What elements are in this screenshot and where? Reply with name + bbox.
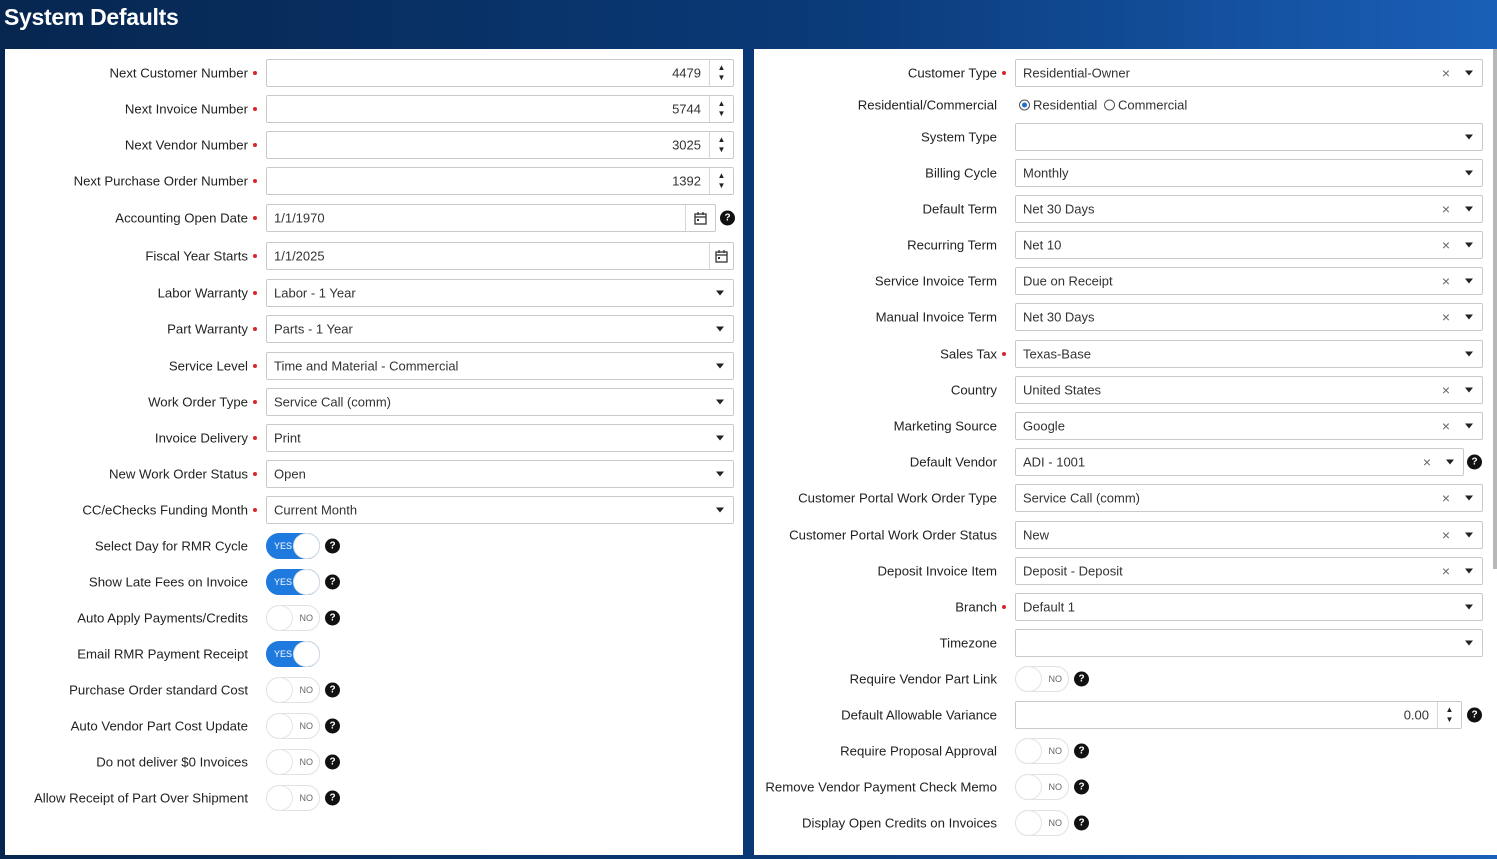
email-rmr-receipt-toggle[interactable] — [266, 641, 320, 667]
number-spinner[interactable] — [709, 168, 733, 194]
left-panel — [5, 49, 743, 855]
help-icon[interactable]: ? — [325, 755, 340, 770]
service-invoice-term-row — [754, 267, 1497, 295]
field-label: Timezone — [939, 635, 997, 651]
field-label: Labor Warranty — [157, 285, 248, 301]
toggle-knob — [267, 678, 292, 702]
help-icon[interactable]: ? — [325, 791, 340, 806]
new-work-order-status-row — [5, 460, 743, 488]
chevron-down-icon[interactable] — [716, 291, 724, 296]
toggle-state: NO — [1048, 674, 1062, 684]
field-value: New — [1023, 527, 1050, 543]
spin-down-icon[interactable]: ▼ — [717, 145, 726, 154]
portal-wo-status-select[interactable] — [1015, 521, 1483, 549]
field-value: ADI - 1001 — [1023, 454, 1086, 470]
calendar-button[interactable] — [685, 205, 715, 231]
display-open-credits-row — [754, 809, 1497, 837]
field-value: Residential-Owner — [1023, 65, 1130, 81]
timezone-row — [754, 629, 1497, 657]
system-type-row — [754, 123, 1497, 151]
default-vendor-select[interactable] — [1015, 448, 1464, 476]
accounting-open-date-row — [5, 204, 743, 232]
next-invoice-number-row — [5, 95, 743, 123]
next-po-number-input[interactable] — [266, 167, 734, 195]
email-rmr-receipt-row — [5, 640, 743, 668]
radio-label: Residential — [1033, 97, 1098, 113]
toggle-state: NO — [1048, 746, 1062, 756]
new-work-order-status-select[interactable] — [266, 460, 734, 488]
spin-up-icon[interactable]: ▲ — [717, 63, 726, 72]
toggle-knob — [294, 570, 319, 594]
help-icon[interactable]: ? — [1074, 780, 1089, 795]
required-indicator — [253, 472, 257, 476]
toggle-knob — [267, 786, 292, 810]
spin-down-icon[interactable]: ▼ — [717, 181, 726, 190]
field-value: Open — [274, 466, 306, 482]
required-indicator — [253, 508, 257, 512]
field-label: Next Invoice Number — [124, 101, 248, 117]
field-value: Net 30 Days — [1023, 201, 1095, 217]
toggle-knob — [267, 606, 292, 630]
customer-type-row — [754, 59, 1497, 87]
field-label: Manual Invoice Term — [875, 309, 997, 325]
select-day-rmr-row — [5, 532, 743, 560]
field-value: Labor - 1 Year — [274, 285, 356, 301]
field-value: Parts - 1 Year — [274, 321, 353, 337]
toggle-state: YES — [274, 649, 293, 659]
no-deliver-zero-toggle[interactable] — [266, 749, 320, 775]
next-po-number-row — [5, 167, 743, 195]
chevron-down-icon[interactable] — [1465, 533, 1473, 538]
spin-up-icon[interactable]: ▲ — [717, 99, 726, 108]
field-value: 1392 — [672, 173, 701, 189]
po-standard-cost-toggle[interactable] — [266, 677, 320, 703]
invoice-delivery-select[interactable] — [266, 424, 734, 452]
spin-down-icon[interactable]: ▼ — [717, 109, 726, 118]
field-value: Texas-Base — [1023, 346, 1091, 362]
field-label: Next Vendor Number — [124, 137, 248, 153]
toggle-state: NO — [299, 793, 313, 803]
toggle-knob — [267, 750, 292, 774]
chevron-down-icon[interactable] — [1465, 171, 1473, 176]
toggle-state: NO — [1048, 782, 1062, 792]
chevron-down-icon[interactable] — [716, 472, 724, 477]
field-label: Next Customer Number — [109, 65, 248, 81]
remove-vendor-memo-row — [754, 773, 1497, 801]
field-label: Deposit Invoice Item — [877, 563, 997, 579]
part-warranty-row — [5, 315, 743, 343]
field-label: Next Purchase Order Number — [73, 173, 248, 189]
next-vendor-number-input[interactable] — [266, 131, 734, 159]
recurring-term-select[interactable] — [1015, 231, 1483, 259]
field-value: 3025 — [672, 137, 701, 153]
field-label: Auto Apply Payments/Credits — [77, 610, 248, 626]
field-value: Service Call (comm) — [1023, 490, 1141, 506]
help-icon[interactable]: ? — [1074, 672, 1089, 687]
toggle-knob — [1016, 667, 1041, 691]
field-label: Allow Receipt of Part Over Shipment — [33, 790, 248, 806]
field-label: System Type — [921, 129, 997, 145]
allow-over-shipment-row — [5, 784, 743, 812]
service-level-select[interactable] — [266, 352, 734, 380]
field-label: Auto Vendor Part Cost Update — [70, 718, 248, 734]
field-label: Default Allowable Variance — [841, 707, 997, 723]
right-panel — [754, 49, 1497, 855]
select-day-rmr-toggle[interactable] — [266, 533, 320, 559]
chevron-down-icon[interactable] — [716, 400, 724, 405]
field-label: Default Vendor — [909, 454, 997, 470]
customer-type-select[interactable] — [1015, 59, 1483, 87]
clear-icon[interactable]: × — [1441, 273, 1450, 289]
field-label: Purchase Order standard Cost — [69, 682, 248, 698]
toggle-knob — [1016, 775, 1041, 799]
chevron-down-icon[interactable] — [1465, 352, 1473, 357]
title-bar — [0, 0, 1497, 48]
display-open-credits-toggle[interactable] — [1015, 810, 1069, 836]
commercial-radio[interactable] — [1104, 100, 1115, 111]
number-spinner[interactable] — [709, 96, 733, 122]
field-label: Billing Cycle — [925, 165, 997, 181]
field-value: Net 30 Days — [1023, 309, 1095, 325]
required-indicator — [253, 143, 257, 147]
require-proposal-approval-toggle[interactable] — [1015, 738, 1069, 764]
default-vendor-row — [754, 448, 1497, 476]
default-term-select[interactable] — [1015, 195, 1483, 223]
require-proposal-approval-row — [754, 737, 1497, 765]
calendar-button[interactable] — [709, 243, 733, 269]
required-indicator — [253, 436, 257, 440]
manual-invoice-term-row — [754, 303, 1497, 331]
require-vendor-part-link-toggle[interactable] — [1015, 666, 1069, 692]
no-deliver-zero-row — [5, 748, 743, 776]
required-indicator — [253, 216, 257, 220]
allow-over-shipment-toggle[interactable] — [266, 785, 320, 811]
field-label: Recurring Term — [907, 237, 997, 253]
field-label: Customer Type — [907, 65, 997, 81]
labor-warranty-row — [5, 279, 743, 307]
number-spinner[interactable] — [709, 132, 733, 158]
required-indicator — [253, 107, 257, 111]
number-spinner[interactable] — [1437, 702, 1461, 728]
help-icon[interactable]: ? — [720, 211, 735, 226]
field-value: 1/1/2025 — [274, 248, 325, 264]
invoice-delivery-row — [5, 424, 743, 452]
field-label: Customer Portal Work Order Type — [798, 490, 997, 506]
work-order-type-select[interactable] — [266, 388, 734, 416]
field-label: Invoice Delivery — [154, 430, 248, 446]
cc-funding-month-select[interactable] — [266, 496, 734, 524]
field-label: Require Proposal Approval — [840, 743, 997, 759]
required-indicator — [1002, 71, 1006, 75]
required-indicator — [253, 71, 257, 75]
clear-icon[interactable]: × — [1441, 527, 1450, 543]
chevron-down-icon[interactable] — [716, 436, 724, 441]
field-label: Residential/Commercial — [857, 97, 997, 113]
required-indicator — [1002, 605, 1006, 609]
number-spinner[interactable] — [709, 60, 733, 86]
show-late-fees-row — [5, 568, 743, 596]
field-value: Current Month — [274, 502, 358, 518]
help-icon[interactable]: ? — [1467, 455, 1482, 470]
clear-icon[interactable]: × — [1422, 454, 1431, 470]
chevron-down-icon[interactable] — [1465, 424, 1473, 429]
res-comm-row — [754, 91, 1497, 119]
auto-apply-payments-toggle[interactable] — [266, 605, 320, 631]
help-icon[interactable]: ? — [325, 611, 340, 626]
field-label: Branch — [955, 599, 997, 615]
field-value: 1/1/1970 — [274, 210, 325, 226]
field-value: Default 1 — [1023, 599, 1076, 615]
help-icon[interactable]: ? — [325, 683, 340, 698]
default-allowable-variance-row — [754, 701, 1497, 729]
radio-label: Commercial — [1117, 97, 1188, 113]
field-label: Fiscal Year Starts — [145, 248, 248, 264]
page-title: System Defaults — [4, 4, 179, 30]
billing-cycle-row — [754, 159, 1497, 187]
deposit-invoice-item-row — [754, 557, 1497, 585]
auto-apply-payments-row — [5, 604, 743, 632]
accounting-open-date-input[interactable] — [266, 204, 716, 232]
field-label: Work Order Type — [148, 394, 248, 410]
clear-icon[interactable]: × — [1441, 418, 1450, 434]
field-value: Print — [274, 430, 301, 446]
calendar-icon — [715, 250, 728, 263]
manual-invoice-term-select[interactable] — [1015, 303, 1483, 331]
chevron-down-icon[interactable] — [1465, 207, 1473, 212]
branch-row — [754, 593, 1497, 621]
field-value: 4479 — [672, 65, 701, 81]
field-value: Monthly — [1023, 165, 1069, 181]
toggle-state: NO — [1048, 818, 1062, 828]
help-icon[interactable]: ? — [325, 719, 340, 734]
field-label: New Work Order Status — [109, 466, 248, 482]
field-label: Customer Portal Work Order Status — [789, 527, 997, 543]
recurring-term-row — [754, 231, 1497, 259]
field-label: Part Warranty — [167, 321, 248, 337]
field-label: Require Vendor Part Link — [849, 671, 997, 687]
clear-icon[interactable]: × — [1441, 65, 1450, 81]
clear-icon[interactable]: × — [1441, 237, 1450, 253]
chevron-down-icon[interactable] — [1465, 315, 1473, 320]
toggle-state: NO — [299, 685, 313, 695]
toggle-state: YES — [274, 577, 293, 587]
required-indicator — [1002, 352, 1006, 356]
chevron-down-icon[interactable] — [1465, 135, 1473, 140]
sales-tax-row — [754, 340, 1497, 368]
field-label: Email RMR Payment Receipt — [77, 646, 248, 662]
part-warranty-select[interactable] — [266, 315, 734, 343]
chevron-down-icon[interactable] — [1465, 71, 1473, 76]
require-vendor-part-link-row — [754, 665, 1497, 693]
fiscal-year-starts-row — [5, 242, 743, 270]
required-indicator — [253, 364, 257, 368]
field-label: Do not deliver $0 Invoices — [96, 754, 248, 770]
field-value: 0.00 — [1403, 707, 1429, 723]
chevron-down-icon[interactable] — [1465, 388, 1473, 393]
vertical-scrollbar[interactable] — [1493, 49, 1497, 569]
spin-up-icon[interactable]: ▲ — [717, 171, 726, 180]
system-type-select[interactable] — [1015, 123, 1483, 151]
toggle-state: NO — [299, 757, 313, 767]
billing-cycle-select[interactable] — [1015, 159, 1483, 187]
required-indicator — [253, 400, 257, 404]
show-late-fees-toggle[interactable] — [266, 569, 320, 595]
spin-down-icon[interactable]: ▼ — [1445, 715, 1454, 724]
default-allowable-variance-input[interactable] — [1015, 701, 1462, 729]
po-standard-cost-row — [5, 676, 743, 704]
toggle-knob — [294, 642, 319, 666]
chevron-down-icon[interactable] — [716, 327, 724, 332]
field-label: Default Term — [922, 201, 997, 217]
next-customer-number-row — [5, 59, 743, 87]
next-customer-number-input[interactable] — [266, 59, 734, 87]
toggle-state: NO — [299, 613, 313, 623]
labor-warranty-select[interactable] — [266, 279, 734, 307]
service-invoice-term-select[interactable] — [1015, 267, 1483, 295]
clear-icon[interactable]: × — [1441, 309, 1450, 325]
res-comm-radio-group — [1019, 98, 1187, 113]
next-vendor-number-row — [5, 131, 743, 159]
chevron-down-icon[interactable] — [1465, 569, 1473, 574]
deposit-invoice-item-select[interactable] — [1015, 557, 1483, 585]
help-icon[interactable]: ? — [325, 539, 340, 554]
toggle-knob — [1016, 811, 1041, 835]
timezone-select[interactable] — [1015, 629, 1483, 657]
field-label: Select Day for RMR Cycle — [94, 538, 248, 554]
field-label: Sales Tax — [940, 346, 997, 362]
field-value: 5744 — [672, 101, 701, 117]
chevron-down-icon[interactable] — [1465, 641, 1473, 646]
marketing-source-select[interactable] — [1015, 412, 1483, 440]
chevron-down-icon[interactable] — [1465, 496, 1473, 501]
help-icon[interactable]: ? — [1074, 816, 1089, 831]
chevron-down-icon[interactable] — [716, 508, 724, 513]
toggle-state: NO — [299, 721, 313, 731]
clear-icon[interactable]: × — [1441, 382, 1450, 398]
required-indicator — [253, 179, 257, 183]
help-icon[interactable]: ? — [1467, 708, 1482, 723]
field-label: Show Late Fees on Invoice — [88, 574, 248, 590]
required-indicator — [253, 291, 257, 295]
next-invoice-number-input[interactable] — [266, 95, 734, 123]
required-indicator — [253, 327, 257, 331]
cc-funding-month-row — [5, 496, 743, 524]
field-value: Deposit - Deposit — [1023, 563, 1123, 579]
marketing-source-row — [754, 412, 1497, 440]
spin-up-icon[interactable]: ▲ — [1445, 705, 1454, 714]
field-label: Country — [950, 382, 997, 398]
field-value: Service Call (comm) — [274, 394, 392, 410]
field-value: United States — [1023, 382, 1102, 398]
chevron-down-icon[interactable] — [1465, 243, 1473, 248]
toggle-knob — [294, 534, 319, 558]
clear-icon[interactable]: × — [1441, 201, 1450, 217]
calendar-icon — [694, 212, 707, 225]
spin-down-icon[interactable]: ▼ — [717, 73, 726, 82]
auto-vendor-cost-row — [5, 712, 743, 740]
portal-wo-status-row — [754, 521, 1497, 549]
chevron-down-icon[interactable] — [1465, 279, 1473, 284]
field-value: Google — [1023, 418, 1065, 434]
field-label: Service Level — [168, 358, 248, 374]
portal-wo-type-row — [754, 484, 1497, 512]
field-label: Display Open Credits on Invoices — [802, 815, 997, 831]
work-order-type-row — [5, 388, 743, 416]
field-label: Marketing Source — [893, 418, 997, 434]
chevron-down-icon[interactable] — [716, 364, 724, 369]
portal-wo-type-select[interactable] — [1015, 484, 1483, 512]
chevron-down-icon[interactable] — [1446, 460, 1454, 465]
auto-vendor-cost-toggle[interactable] — [266, 713, 320, 739]
chevron-down-icon[interactable] — [1465, 605, 1473, 610]
service-level-row — [5, 352, 743, 380]
sales-tax-select[interactable] — [1015, 340, 1483, 368]
country-row — [754, 376, 1497, 404]
residential-radio[interactable] — [1019, 100, 1030, 111]
help-icon[interactable]: ? — [1074, 744, 1089, 759]
fiscal-year-starts-input[interactable] — [266, 242, 734, 270]
field-value: Time and Material - Commercial — [274, 358, 459, 374]
spin-up-icon[interactable]: ▲ — [717, 135, 726, 144]
default-term-row — [754, 195, 1497, 223]
toggle-state: YES — [274, 541, 293, 551]
field-label: Remove Vendor Payment Check Memo — [765, 779, 997, 795]
toggle-knob — [267, 714, 292, 738]
help-icon[interactable]: ? — [325, 575, 340, 590]
clear-icon[interactable]: × — [1441, 563, 1450, 579]
field-value: Net 10 — [1023, 237, 1062, 253]
remove-vendor-memo-toggle[interactable] — [1015, 774, 1069, 800]
field-label: Accounting Open Date — [115, 210, 248, 226]
branch-select[interactable] — [1015, 593, 1483, 621]
field-label: Service Invoice Term — [874, 273, 997, 289]
required-indicator — [253, 254, 257, 258]
toggle-knob — [1016, 739, 1041, 763]
country-select[interactable] — [1015, 376, 1483, 404]
clear-icon[interactable]: × — [1441, 490, 1450, 506]
field-value: Due on Receipt — [1023, 273, 1113, 289]
field-label: CC/eChecks Funding Month — [82, 502, 248, 518]
